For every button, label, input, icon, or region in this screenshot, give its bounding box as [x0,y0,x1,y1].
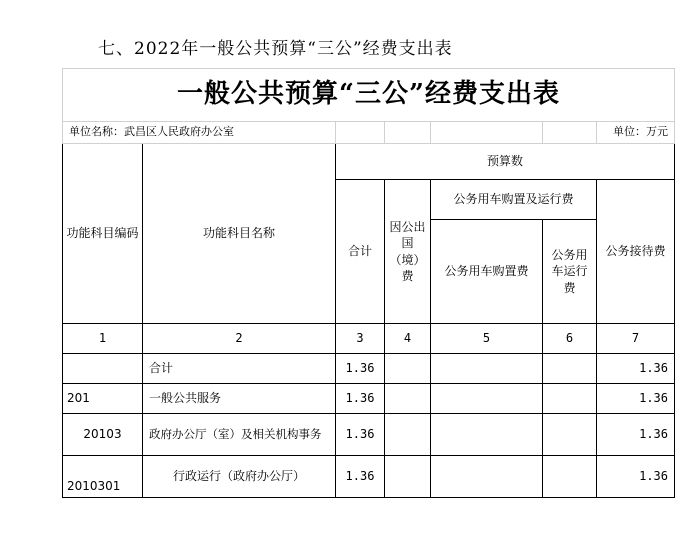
col-num: 1 [63,324,143,354]
table-row [63,354,675,384]
row-reception: 1.36 [597,354,675,384]
row-name: 合计 [143,354,336,384]
header-budget: 预算数 [336,144,675,180]
col-num: 7 [597,324,675,354]
row-total: 1.36 [336,354,385,384]
expense-table [62,68,675,498]
table-title: 一般公共预算“三公”经费支出表 [63,69,675,122]
unit-blank-cell [385,122,431,144]
row-abroad [385,354,431,384]
row-reception: 1.36 [597,456,675,498]
row-code: 201 [63,384,143,414]
page-heading: 七、2022年一般公共预算“三公”经费支出表 [98,39,453,59]
header-name: 功能科目名称 [143,144,336,324]
col-num: 2 [143,324,336,354]
header-vehicle-purchase: 公务用车购置费 [431,220,543,324]
row-total: 1.36 [336,384,385,414]
unit-blank-cell [336,122,385,144]
table-row [63,456,675,498]
col-num: 4 [385,324,431,354]
row-abroad [385,414,431,456]
header-reception: 公务接待费 [597,180,675,324]
column-number-row [63,324,675,354]
unit-blank-cell [431,122,543,144]
row-run [543,456,597,498]
row-total: 1.36 [336,414,385,456]
row-name: 政府办公厅（室）及相关机构事务 [143,414,336,456]
unit-blank-cell [543,122,597,144]
row-code: 20103 [63,414,143,456]
row-total: 1.36 [336,456,385,498]
header-vehicle-run: 公务用车运行费 [543,220,597,324]
row-purchase [431,414,543,456]
row-purchase [431,354,543,384]
header-abroad: 因公出国（境）费 [385,180,431,324]
header-total: 合计 [336,180,385,324]
row-name: 一般公共服务 [143,384,336,414]
row-purchase [431,384,543,414]
header-vehicle: 公务用车购置及运行费 [431,180,597,220]
row-reception: 1.36 [597,414,675,456]
row-code [63,354,143,384]
unit-name: 单位名称：武昌区人民政府办公室 [63,122,336,144]
row-run [543,384,597,414]
row-reception: 1.36 [597,384,675,414]
row-abroad [385,384,431,414]
unit-money: 单位：万元 [597,122,675,144]
col-num: 6 [543,324,597,354]
header-code: 功能科目编码 [63,144,143,324]
table-row [63,414,675,456]
row-abroad [385,456,431,498]
row-run [543,354,597,384]
row-run [543,414,597,456]
row-code: 2010301 [63,456,143,498]
col-num: 3 [336,324,385,354]
table-row [63,384,675,414]
row-purchase [431,456,543,498]
row-name: 行政运行（政府办公厅） [143,456,336,498]
col-num: 5 [431,324,543,354]
expense-table-wrapper [62,68,674,498]
